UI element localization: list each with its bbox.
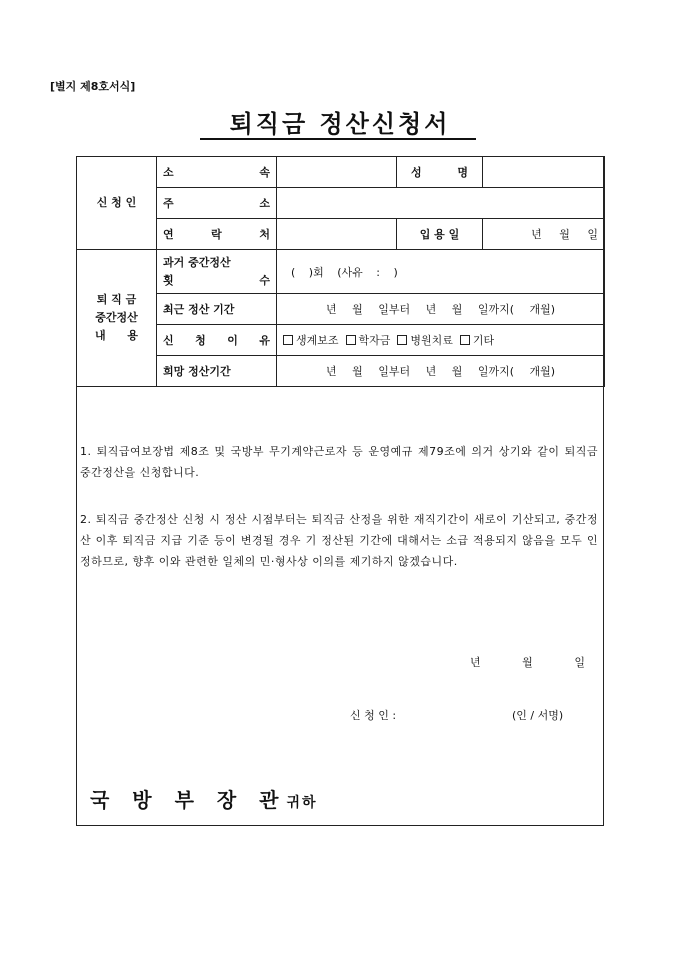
recent-period-field[interactable]: 년 월 일부터 년 월 일까지( 개월) <box>277 294 605 325</box>
reason-options <box>277 325 605 356</box>
past-settlement-field[interactable]: ( )회 (사유 : ) <box>277 250 605 294</box>
recent-period-label: 최근 정산 기간 <box>157 294 277 325</box>
address-label: 주 소 <box>157 188 277 219</box>
table-row <box>77 294 605 325</box>
application-table <box>76 156 605 387</box>
document-title: 퇴직금 정산신청서 <box>229 110 451 138</box>
name-label: 성 명 <box>397 157 483 188</box>
form-number-label: [별지 제8호서식] <box>50 80 136 93</box>
affiliation-label: 소 속 <box>157 157 277 188</box>
hire-date-field[interactable]: 년 월 일 <box>483 219 605 250</box>
desired-period-label: 희망 정산기간 <box>157 356 277 387</box>
reason-option-tuition[interactable]: 학자금 <box>346 334 391 347</box>
table-row <box>77 356 605 387</box>
reason-option-other[interactable]: 기타 <box>460 334 494 347</box>
contact-label: 연 락 처 <box>157 219 277 250</box>
past-settlement-label: 과거 중간정산 횟 수 <box>157 250 277 294</box>
settlement-group-label: 퇴 직 금 중간정산 내 용 <box>77 250 157 387</box>
reason-label: 신 청 이 유 <box>157 325 277 356</box>
checkbox-icon[interactable] <box>460 335 470 345</box>
addressee: 국 방 부 장 관귀하 <box>90 788 318 812</box>
table-row <box>77 219 605 250</box>
address-field[interactable] <box>277 188 605 219</box>
contact-field[interactable] <box>277 219 397 250</box>
affiliation-field[interactable] <box>277 157 397 188</box>
application-date: 년 월 일 <box>470 656 585 669</box>
consent-paragraph-2: 2. 퇴직금 중간정산 신청 시 정산 시점부터는 퇴직금 산정을 위한 재직기간이 새로이 기산되고, 중간정산 이후 퇴직금 지급 기준 등이 변경될 경우 기 정산된 기간에 대해서는 소급 적용되지 않음을 모두 인정하므로, 향후 이와 관련한 일체의 민·형사상 이의를 제기하지 않겠습니다. <box>80 513 598 568</box>
table-row <box>77 250 605 294</box>
reason-option-medical[interactable]: 병원치료 <box>397 334 453 347</box>
desired-period-field[interactable]: 년 월 일부터 년 월 일까지( 개월) <box>277 356 605 387</box>
applicant-group-label: 신 청 인 <box>77 157 157 250</box>
name-field[interactable] <box>483 157 605 188</box>
title-underline <box>200 138 476 140</box>
table-row <box>77 188 605 219</box>
table-row <box>77 325 605 356</box>
reason-option-living[interactable]: 생계보조 <box>283 334 339 347</box>
signature-label: 신 청 인 : <box>350 709 397 722</box>
consent-paragraph-1: 1. 퇴직급여보장법 제8조 및 국방부 무기계약근로자 등 운영예규 제79조에 의거 상기와 같이 퇴직금 중간정산을 신청합니다. <box>80 445 598 479</box>
table-row <box>77 157 605 188</box>
checkbox-icon[interactable] <box>283 335 293 345</box>
checkbox-icon[interactable] <box>397 335 407 345</box>
hire-date-label: 입 용 일 <box>397 219 483 250</box>
checkbox-icon[interactable] <box>346 335 356 345</box>
signature-seal[interactable]: (인 / 서명) <box>512 709 564 722</box>
